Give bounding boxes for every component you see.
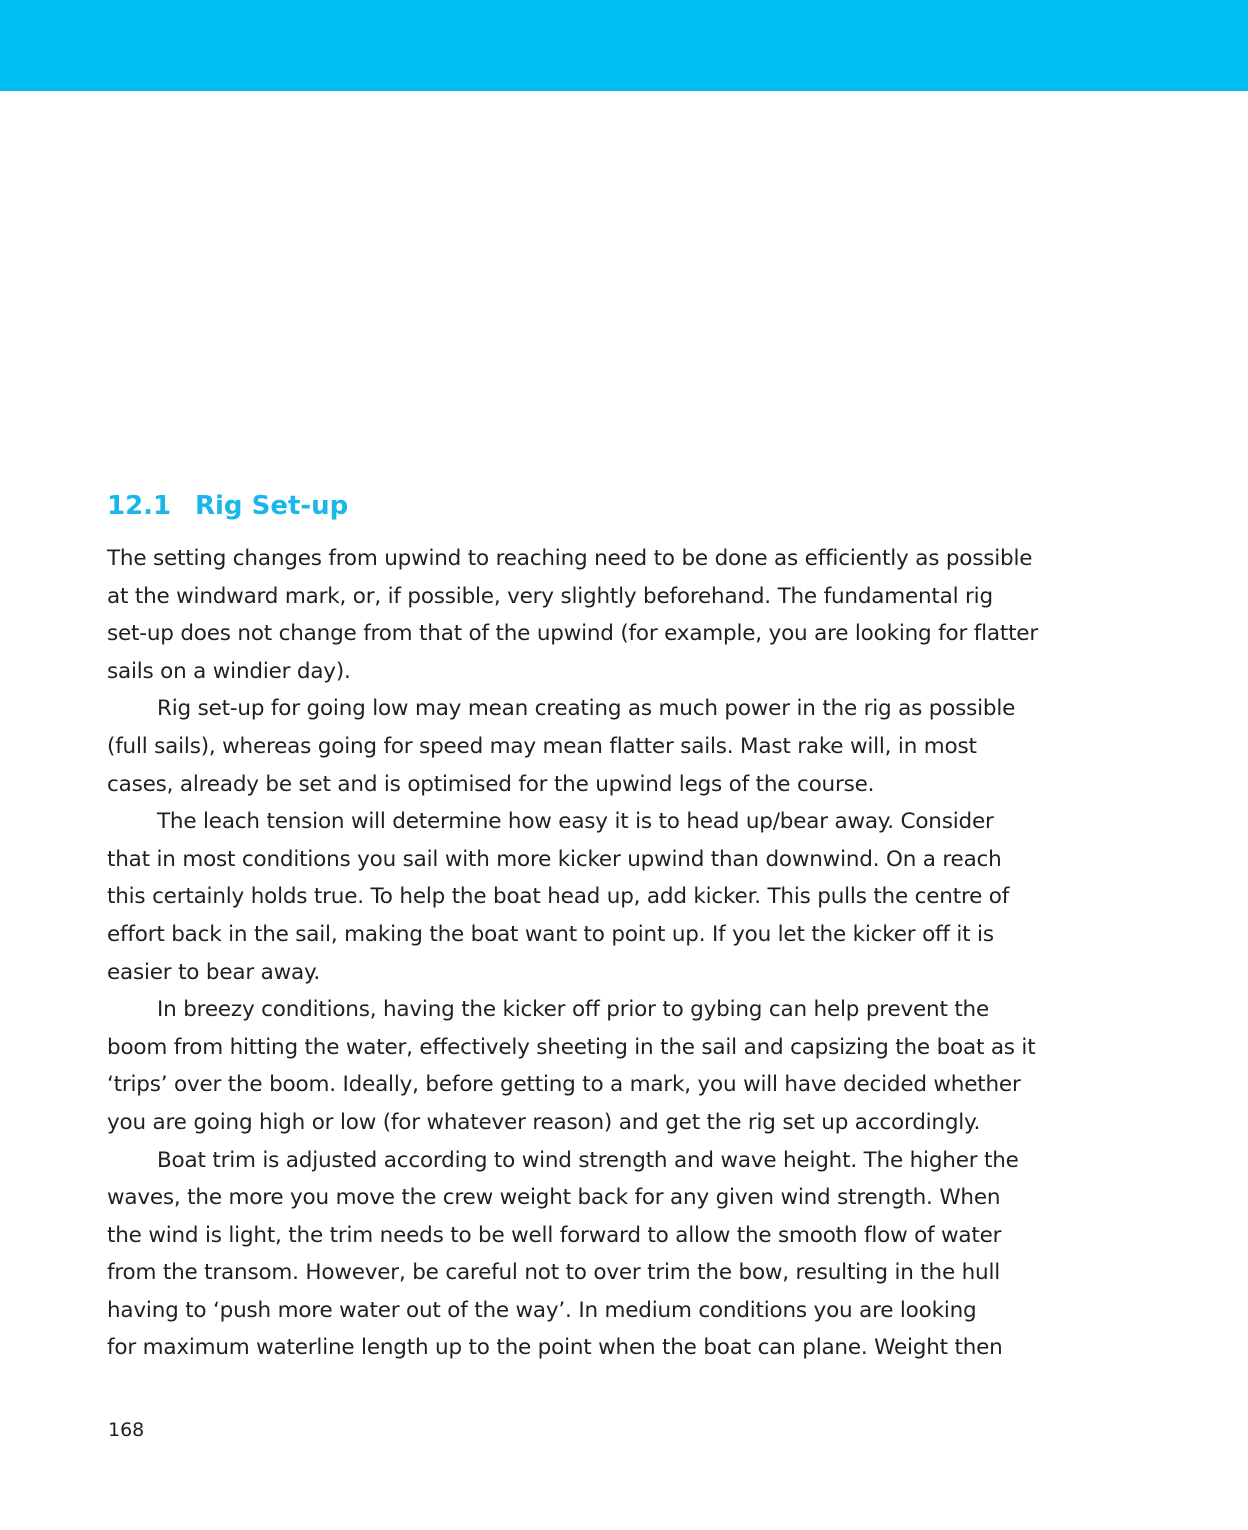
paragraph-2 <box>107 690 1062 803</box>
text-line: Rig set-up for going low may mean creating as much power in the rig as possible <box>157 696 1016 722</box>
text-line: ‘trips’ over the boom. Ideally, before getting to a mark, you will have decided whether <box>107 1072 1021 1098</box>
text-line: this certainly holds true. To help the boat head up, add kicker. This pulls the centre of <box>107 884 1010 910</box>
section-heading <box>107 486 1062 526</box>
text-line: at the windward mark, or, if possible, very slightly beforehand. The fundamental rig <box>107 583 993 609</box>
text-line: The leach tension will determine how easy it is to head up/bear away. Consider <box>157 809 994 835</box>
text-line: sails on a windier day). <box>107 658 351 684</box>
paragraph-5 <box>107 1142 1062 1368</box>
text-line: that in most conditions you sail with more kicker upwind than downwind. On a reach <box>107 846 1002 872</box>
text-line: easier to bear away. <box>107 959 321 985</box>
text-line: the wind is light, the trim needs to be well forward to allow the smooth flow of water <box>107 1222 1002 1248</box>
text-line: (full sails), whereas going for speed may mean flatter sails. Mast rake will, in most <box>107 733 977 759</box>
page-content <box>107 486 1062 1367</box>
text-line: you are going high or low (for whatever reason) and get the rig set up accordingly. <box>107 1109 981 1135</box>
text-line: cases, already be set and is optimised for the upwind legs of the course. <box>107 771 875 797</box>
text-line: waves, the more you move the crew weight back for any given wind strength. When <box>107 1185 1001 1211</box>
paragraph-4 <box>107 991 1062 1141</box>
text-line: for maximum waterline length up to the point when the boat can plane. Weight then <box>107 1335 1003 1361</box>
section-number: 12.1 <box>107 491 172 521</box>
text-line: boom from hitting the water, effectively sheeting in the sail and capsizing the boat as it <box>107 1034 1036 1060</box>
text-line: Boat trim is adjusted according to wind strength and wave height. The higher the <box>157 1147 1019 1173</box>
text-line: having to ‘push more water out of the way’. In medium conditions you are looking <box>107 1297 977 1323</box>
text-line: from the transom. However, be careful not to over trim the bow, resulting in the hull <box>107 1260 1001 1286</box>
text-line: effort back in the sail, making the boat want to point up. If you let the kicker off it is <box>107 921 994 947</box>
text-line: The setting changes from upwind to reaching need to be done as efficiently as possible <box>107 546 1033 571</box>
text-line: In breezy conditions, having the kicker off prior to gybing can help prevent the <box>157 997 990 1023</box>
section-title: Rig Set-up <box>195 491 349 521</box>
text-line: set-up does not change from that of the upwind (for example, you are looking for flatter <box>107 621 1038 647</box>
header-color-band <box>0 0 1248 91</box>
page-number: 168 <box>108 1419 145 1441</box>
paragraph-3 <box>107 803 1062 991</box>
paragraph-1 <box>107 540 1062 690</box>
